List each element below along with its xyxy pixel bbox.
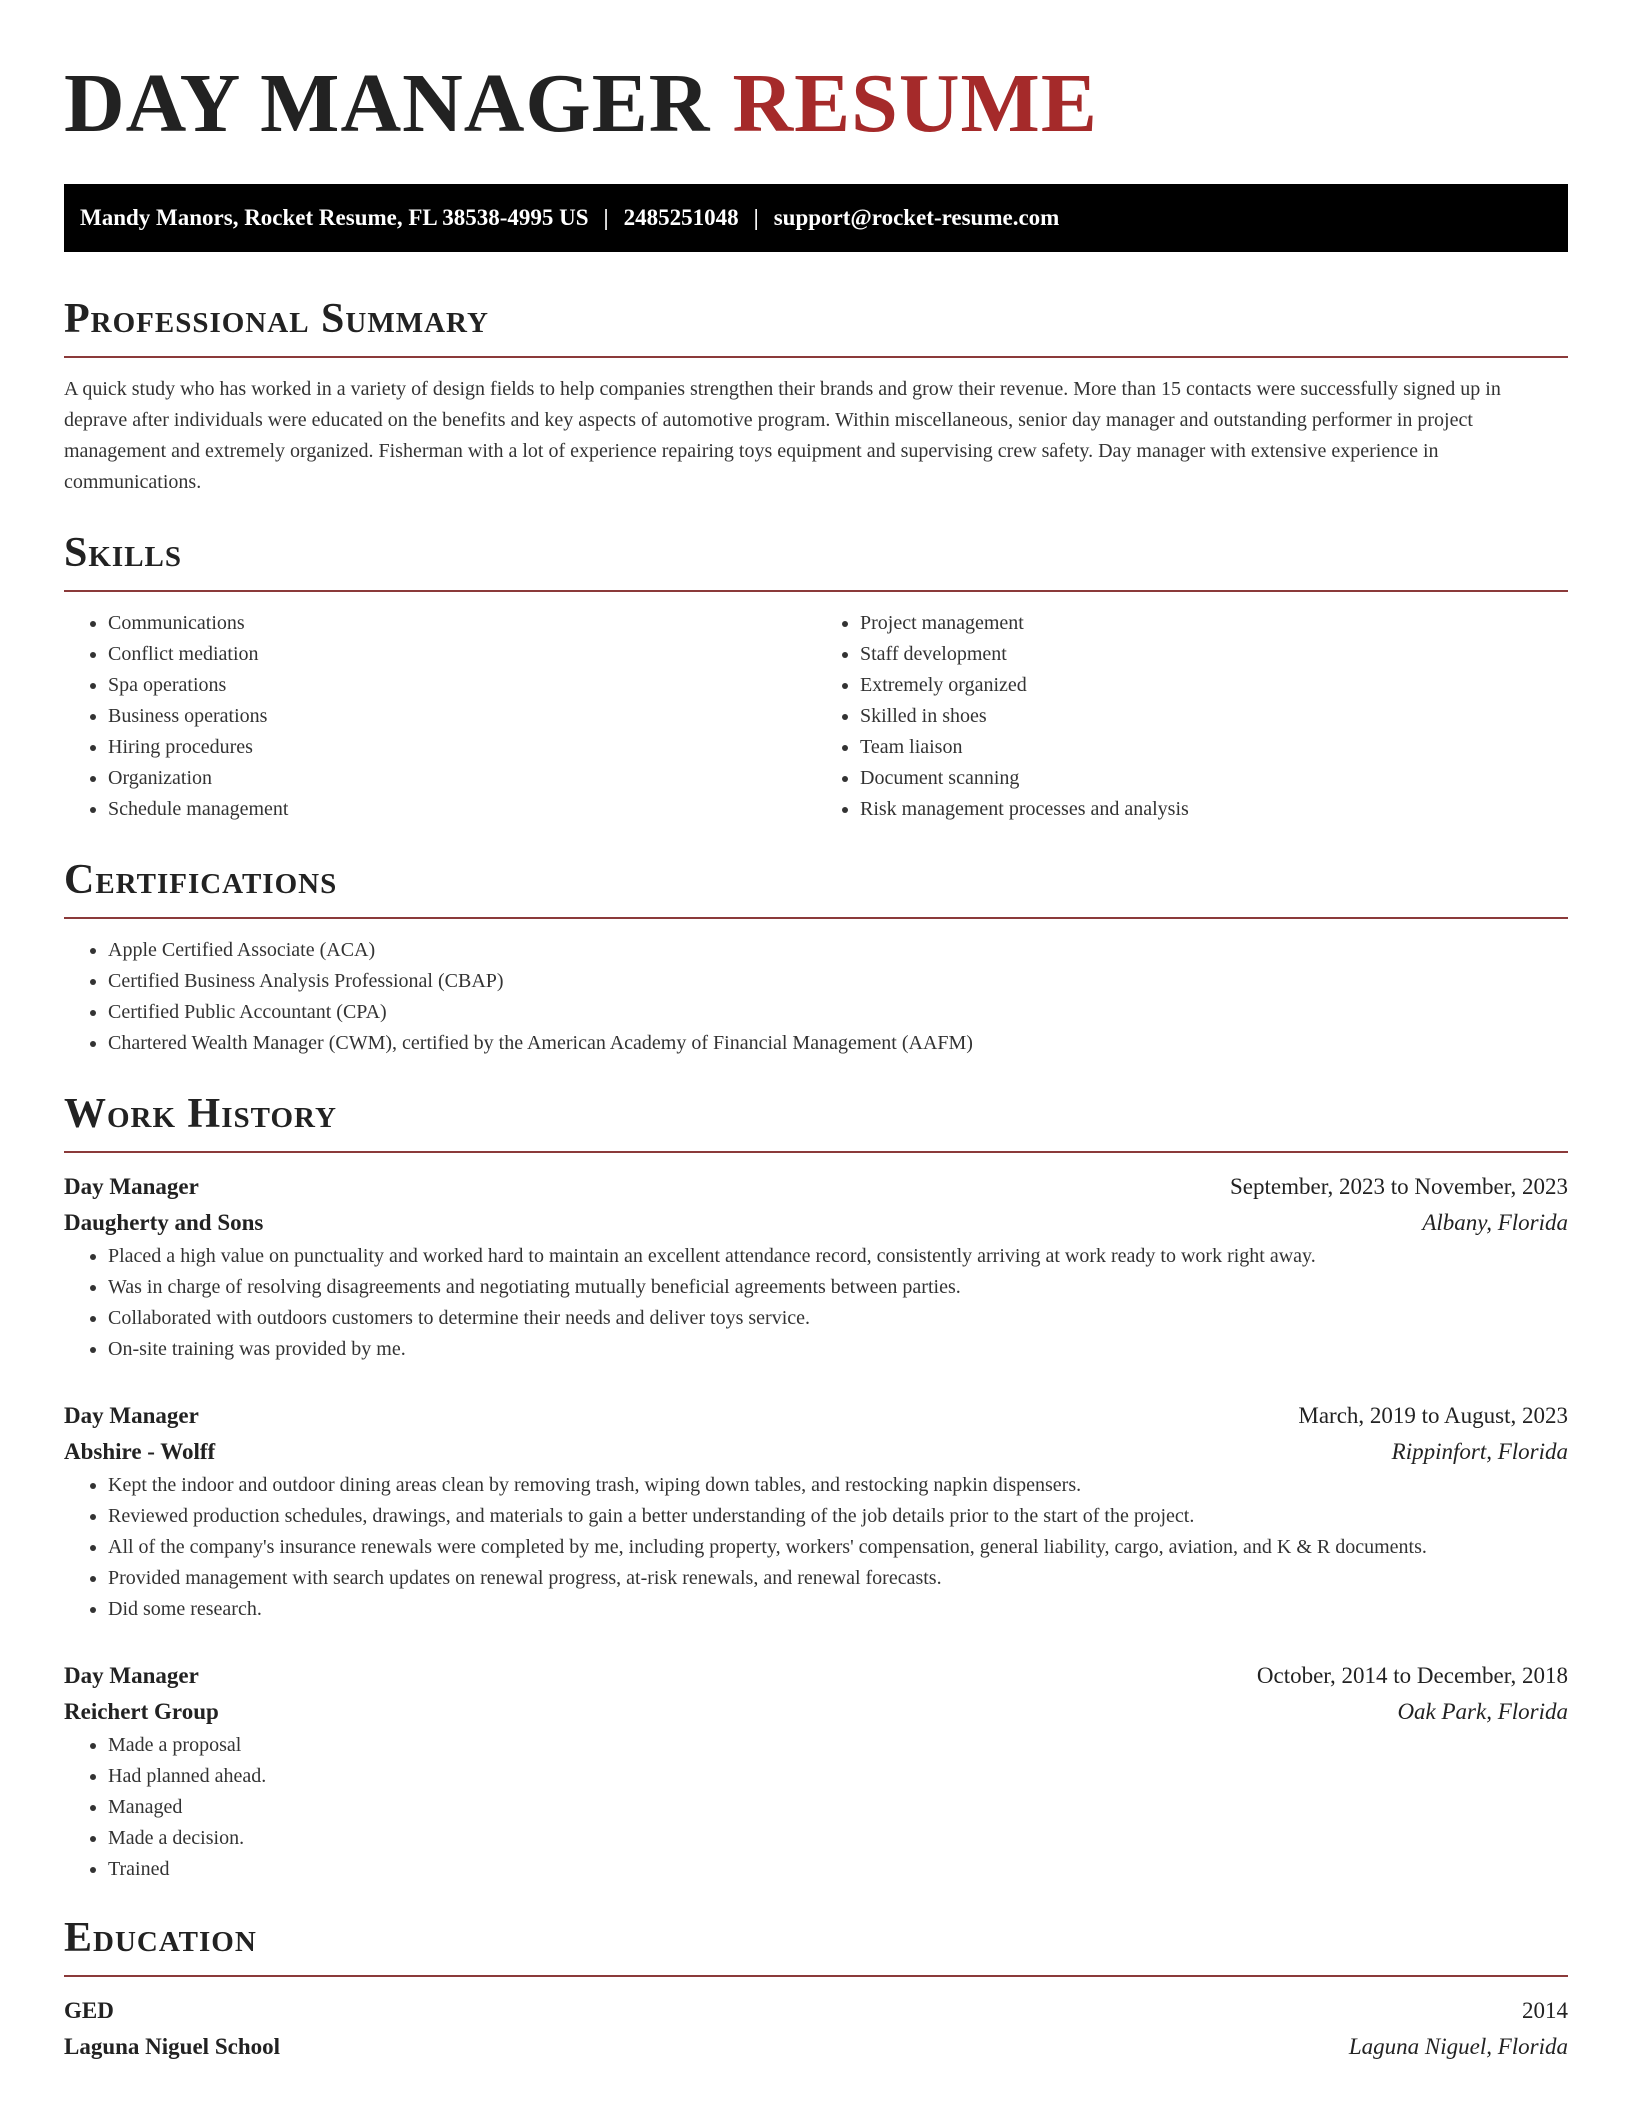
- certifications-section: [64, 855, 1568, 1059]
- skills-list-right: [816, 608, 1568, 825]
- job-company: Reichert Group: [64, 1699, 219, 1724]
- summary-section: [64, 294, 1568, 498]
- skill-item: • Spa operations: [108, 670, 816, 701]
- job-location: Oak Park, Florida: [1397, 1699, 1568, 1724]
- section-heading: Skills: [64, 530, 183, 576]
- skill-item: • Team liaison: [860, 732, 1568, 763]
- title-main: DAY MANAGER: [64, 57, 711, 150]
- section-heading: Professional Summary: [64, 296, 489, 342]
- skill-item: • Organization: [108, 763, 816, 794]
- job-duty: • Made a proposal: [108, 1730, 1568, 1761]
- certification-item: • Apple Certified Associate (ACA): [108, 935, 1568, 966]
- skill-item: • Document scanning: [860, 763, 1568, 794]
- job-duty: • On-site training was provided by me.: [108, 1334, 1568, 1365]
- skill-item: • Staff development: [860, 639, 1568, 670]
- job-dates: March, 2019 to August, 2023: [1298, 1403, 1568, 1428]
- contact-phone: 2485251048: [623, 205, 739, 230]
- job-role: Day Manager: [64, 1403, 199, 1428]
- section-divider: [64, 356, 1568, 358]
- skill-item: • Skilled in shoes: [860, 701, 1568, 732]
- skill-item: • Project management: [860, 608, 1568, 639]
- contact-email: support@rocket-resume.com: [773, 205, 1060, 230]
- certification-item: • Certified Public Accountant (CPA): [108, 997, 1568, 1028]
- title-accent: RESUME: [732, 57, 1098, 150]
- education-degree-row: [64, 1993, 1568, 2029]
- skill-item: • Communications: [108, 608, 816, 639]
- job-duties-list: [64, 1470, 1568, 1625]
- education-location: Laguna Niguel, Florida: [1348, 2034, 1568, 2059]
- contact-address: Mandy Manors, Rocket Resume, FL 38538-4995 US: [80, 205, 589, 230]
- skills-list-left: [64, 608, 816, 825]
- skills-grid: [64, 608, 1568, 825]
- skill-item: • Extremely organized: [860, 670, 1568, 701]
- job-duty: • Managed: [108, 1792, 1568, 1823]
- job-company-row: [64, 1694, 1568, 1730]
- section-divider: [64, 917, 1568, 919]
- job-duty: • Collaborated with outdoors customers to determine their needs and deliver toys service.: [108, 1303, 1568, 1334]
- job-company-row: [64, 1434, 1568, 1470]
- job-duty: • Reviewed production schedules, drawings, and materials to gain a better understanding of the job details prior to the start of the project.: [108, 1501, 1568, 1532]
- job-header-row: [64, 1169, 1568, 1205]
- job-entry: [64, 1398, 1568, 1625]
- section-divider: [64, 1151, 1568, 1153]
- resume-title: [64, 0, 1568, 150]
- job-header-row: [64, 1398, 1568, 1434]
- job-role: Day Manager: [64, 1174, 199, 1199]
- job-duties-list: [64, 1730, 1568, 1885]
- education-degree: GED: [64, 1998, 114, 2023]
- section-heading: Certifications: [64, 857, 338, 903]
- contact-separator: |: [603, 205, 609, 230]
- job-duty: • Provided management with search updates on renewal progress, at-risk renewals, and renewal forecasts.: [108, 1563, 1568, 1594]
- certification-item: • Chartered Wealth Manager (CWM), certified by the American Academy of Financial Management (AAFM): [108, 1028, 1568, 1059]
- skills-section: [64, 528, 1568, 825]
- certification-item: • Certified Business Analysis Professional (CBAP): [108, 966, 1568, 997]
- education-year: 2014: [1522, 1998, 1568, 2023]
- job-duty: • Made a decision.: [108, 1823, 1568, 1854]
- job-company-row: [64, 1205, 1568, 1241]
- skill-item: • Conflict mediation: [108, 639, 816, 670]
- skill-item: • Business operations: [108, 701, 816, 732]
- skill-item: • Risk management processes and analysis: [860, 794, 1568, 825]
- job-duty: • Was in charge of resolving disagreements and negotiating mutually beneficial agreements between parties.: [108, 1272, 1568, 1303]
- job-company: Daugherty and Sons: [64, 1210, 264, 1235]
- skill-item: • Schedule management: [108, 794, 816, 825]
- certifications-list: [64, 935, 1568, 1059]
- job-dates: October, 2014 to December, 2018: [1256, 1663, 1568, 1688]
- job-duty: • Trained: [108, 1854, 1568, 1885]
- job-duty: • Kept the indoor and outdoor dining areas clean by removing trash, wiping down tables, and restocking napkin dispensers.: [108, 1470, 1568, 1501]
- job-location: Albany, Florida: [1422, 1210, 1568, 1235]
- section-divider: [64, 1975, 1568, 1977]
- contact-bar: [64, 184, 1568, 252]
- job-header-row: [64, 1658, 1568, 1694]
- job-duty: • All of the company's insurance renewals were completed by me, including property, workers' compensation, general liability, cargo, aviation, and K & R documents.: [108, 1532, 1568, 1563]
- job-entry: [64, 1169, 1568, 1365]
- skill-item: • Hiring procedures: [108, 732, 816, 763]
- section-heading: Education: [64, 1915, 257, 1961]
- job-duty: • Had planned ahead.: [108, 1761, 1568, 1792]
- contact-separator: |: [753, 205, 759, 230]
- work-history-section: [64, 1089, 1568, 1885]
- job-duty: • Did some research.: [108, 1594, 1568, 1625]
- job-entry: [64, 1658, 1568, 1885]
- section-divider: [64, 590, 1568, 592]
- job-company: Abshire - Wolff: [64, 1439, 216, 1464]
- summary-text: A quick study who has worked in a variety of design fields to help companies strengthen their brands and grow their revenue. More than 15 contacts were successfully signed up in deprave after individuals were educated on the benefits and key aspects of automotive program. Within miscellaneous, senior day manager and outstanding performer in project management and extremely organized. Fisherman with a lot of experience repairing toys equipment and supervising crew safety. Day manager with extensive experience in communications.: [64, 378, 1501, 493]
- job-role: Day Manager: [64, 1663, 199, 1688]
- education-school: Laguna Niguel School: [64, 2034, 280, 2059]
- job-location: Rippinfort, Florida: [1391, 1439, 1568, 1464]
- education-school-row: [64, 2029, 1568, 2065]
- job-dates: September, 2023 to November, 2023: [1230, 1174, 1568, 1199]
- job-duties-list: [64, 1241, 1568, 1365]
- education-section: [64, 1913, 1568, 2065]
- job-duty: • Placed a high value on punctuality and worked hard to maintain an excellent attendance record, consistently arriving at work ready to work right away.: [108, 1241, 1568, 1272]
- education-entry: [64, 1993, 1568, 2065]
- section-heading: Work History: [64, 1091, 337, 1137]
